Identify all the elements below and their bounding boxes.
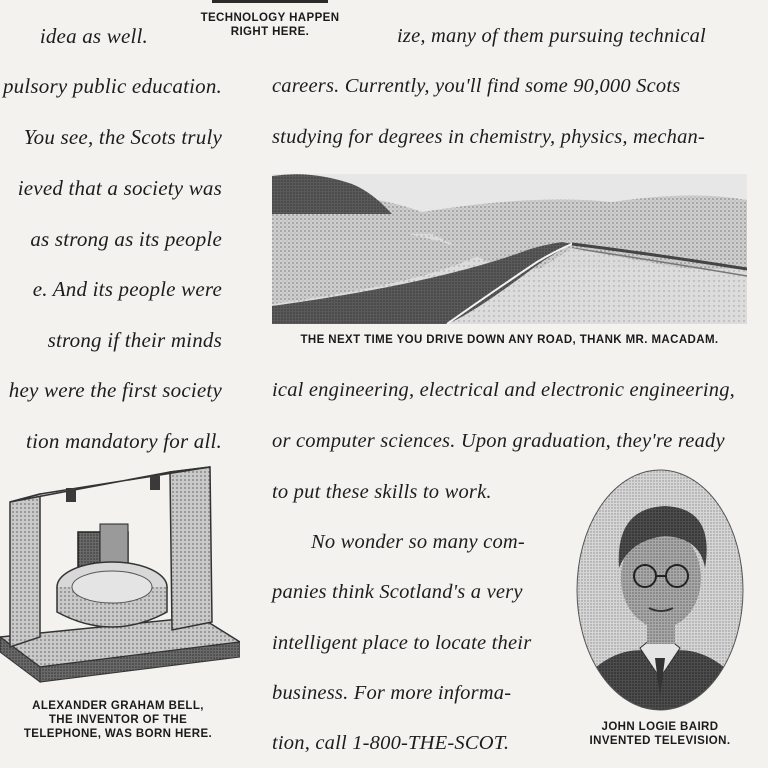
telephone-caption-line-1: ALEXANDER GRAHAM BELL, bbox=[32, 700, 204, 712]
road-illustration bbox=[272, 174, 747, 324]
right-bottom-line-2: panies think Scotland's a very bbox=[272, 581, 523, 603]
right-bottom-line-3: intelligent place to locate their bbox=[272, 632, 532, 654]
portrait-photo bbox=[575, 468, 745, 713]
right-mid-line-1: ical engineering, electrical and electronic engineering, bbox=[272, 379, 736, 401]
portrait-caption-line-1: JOHN LOGIE BAIRD bbox=[601, 721, 719, 733]
left-line-5: as strong as its people bbox=[30, 227, 222, 251]
left-line-7: strong if their minds bbox=[47, 328, 222, 352]
left-line-9: tion mandatory for all. bbox=[26, 429, 222, 453]
left-line-8: hey were the first society bbox=[8, 378, 222, 402]
left-line-6: e. And its people were bbox=[32, 277, 222, 301]
telephone-photo bbox=[0, 462, 240, 692]
right-bottom-line-4: business. For more informa- bbox=[272, 682, 512, 704]
left-line-4: ieved that a society was bbox=[17, 176, 222, 200]
left-line-2: pulsory public education. bbox=[2, 74, 222, 98]
cropped-text-fragment bbox=[190, 0, 350, 11]
right-bottom-line-5: tion, call 1-800-THE-SCOT. bbox=[272, 732, 510, 754]
top-caption-cropped-line bbox=[190, 0, 350, 11]
telephone-illustration bbox=[0, 462, 240, 692]
right-top-line-2: careers. Currently, you'll find some 90,000 Scots bbox=[272, 75, 681, 97]
right-mid-line-2: or computer sciences. Upon graduation, they're ready bbox=[272, 430, 725, 452]
portrait-photo-caption bbox=[574, 720, 746, 748]
portrait-caption-line-2: INVENTED TELEVISION. bbox=[589, 735, 731, 747]
road-photo-caption: THE NEXT TIME YOU DRIVE DOWN ANY ROAD, THANK MR. MACADAM. bbox=[300, 334, 719, 346]
right-top-line-3: studying for degrees in chemistry, physics, mechan- bbox=[272, 126, 706, 148]
telephone-caption-line-2: THE INVENTOR OF THE bbox=[48, 714, 188, 726]
telephone-caption-line-3: TELEPHONE, WAS BORN HERE. bbox=[23, 728, 213, 740]
road-photo bbox=[272, 174, 747, 324]
right-top-line-1: ize, many of them pursuing technical bbox=[397, 25, 706, 47]
telephone-photo-caption bbox=[0, 699, 236, 741]
top-caption-line-1: TECHNOLOGY HAPPEN bbox=[200, 12, 340, 24]
top-caption-line-2: RIGHT HERE. bbox=[230, 26, 310, 38]
right-bottom-line-1: No wonder so many com- bbox=[311, 531, 525, 553]
left-line-3: You see, the Scots truly bbox=[23, 125, 222, 149]
top-caption bbox=[190, 0, 350, 39]
portrait-illustration bbox=[575, 468, 745, 713]
left-line-1: idea as well. bbox=[39, 24, 148, 48]
right-mid-line-3: to put these skills to work. bbox=[272, 481, 492, 503]
